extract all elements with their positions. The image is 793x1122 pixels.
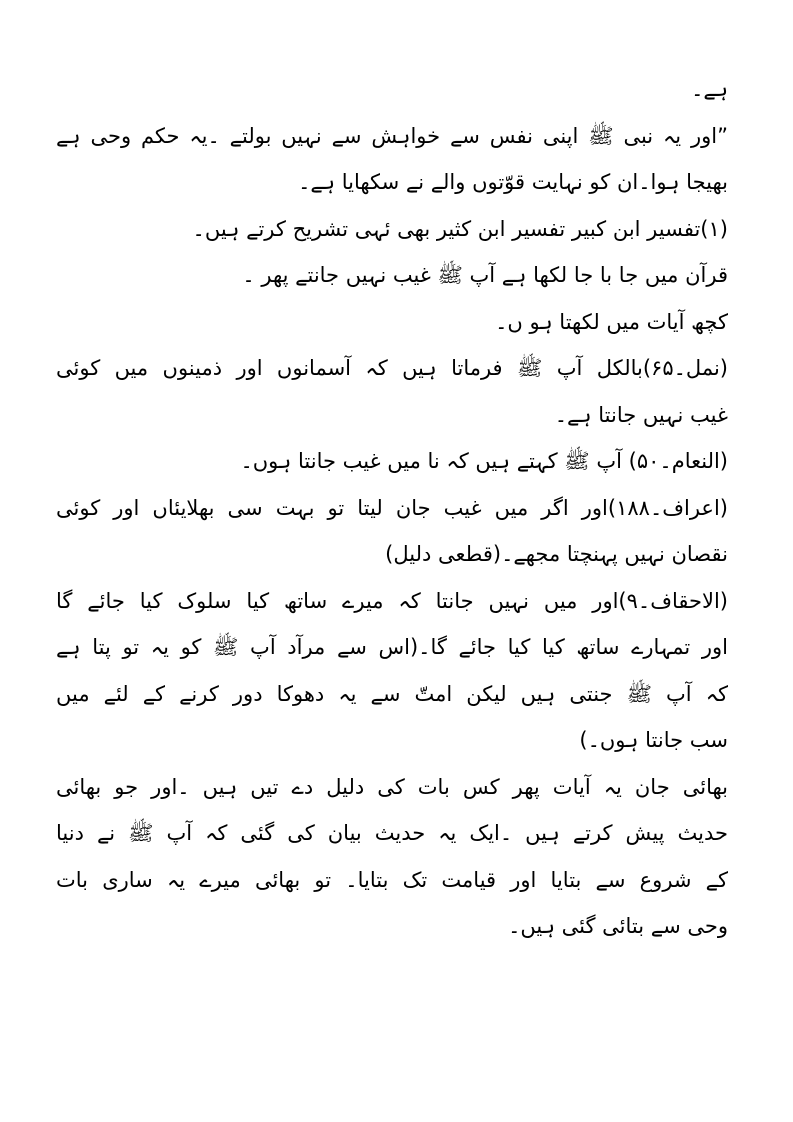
text-line: نقصان نہیں پہنچتا مجھے۔(قطعی دلیل) [385, 542, 728, 566]
text-line: غیب نہیں جانتا ہے۔ [554, 402, 728, 427]
text-line: اور تمہارے ساتھ کیا کیا جائے گا۔(اس سے مرآد آپ ﷺ کو یہ تو پتا ہے [56, 635, 728, 659]
text-line: بھیجا ہوا۔ان کو نہایت قوّتوں والے نے سکھایا ہے۔ [298, 170, 728, 194]
text-line: بھائی جان یہ آیات پھر کس بات کی دلیل دے تیں ہیں ۔اور جو بھائی [56, 774, 728, 799]
text-line: کچھ آیات میں لکھتا ہو ں۔ [495, 309, 728, 334]
text-line: ہے۔ [691, 77, 728, 101]
text-line: کہ آپ ﷺ جنتی ہیں لیکن امتّ سے یہ دھوکا دور کرنے کے لئے میں [56, 681, 728, 706]
text-line: سب جانتا ہوں۔) [579, 728, 728, 752]
text-line: (النعام۔۵۰) آپ ﷺ کہتے ہیں کہ نا میں غیب جانتا ہوں۔ [240, 449, 728, 473]
text-line: ”اور یہ نبی ﷺ اپنی نفس سے خواہش سے نہیں بولتے ۔یہ حکم وحی ہے [56, 123, 728, 148]
text-line: (اعراف۔۱۸۸)اور اگر میں غیب جان لیتا تو بہت سی بھلایئاں اور کوئی [56, 495, 728, 520]
text-line: حدیث پیش کرتے ہیں ۔ایک یہ حدیث بیان کی گئی کہ آپ ﷺ نے دنیا [56, 821, 728, 845]
text-line: (۱)تفسیر ابن کبیر تفسیر ابن کثیر بھی ئہی تشریح کرتے ہیں۔ [192, 216, 728, 241]
text-line: قرآن میں جا با جا لکھا ہے آپ ﷺ غیب نہیں جانتے پھر ۔ [242, 263, 728, 287]
urdu-text-body [56, 66, 728, 950]
text-line: وحی سے بتائی گئی ہیں۔ [508, 914, 728, 938]
text-line: (نمل۔۶۵)بالکل آپ ﷺ فرماتا ہیں کہ آسمانوں اور ذمینوں میں کوئی [56, 356, 728, 380]
text-line: کے شروع سے بتایا اور قیامت تک بتایا۔ تو بھائی میرے یہ ساری بات [56, 867, 728, 892]
text-line: (الاحقاف۔۹)اور میں نہیں جانتا کہ میرے ساتھ کیا سلوک کیا جائے گا [56, 588, 728, 613]
